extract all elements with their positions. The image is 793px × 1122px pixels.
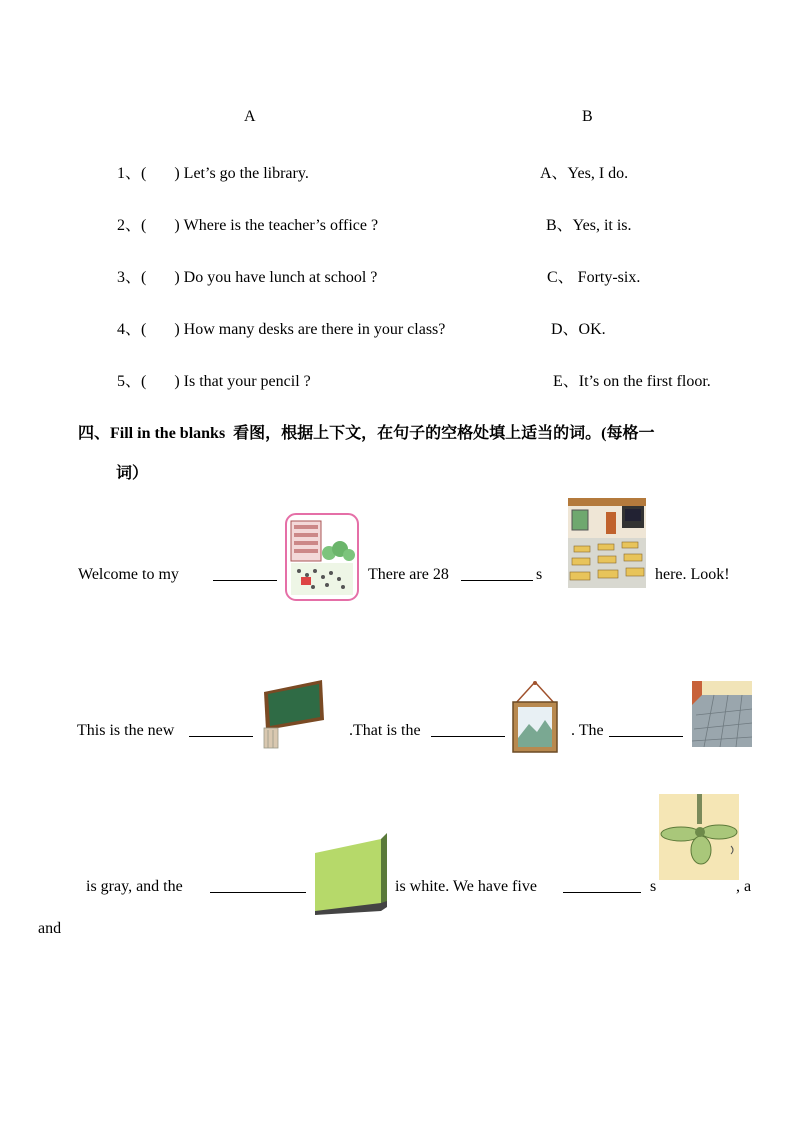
section-title-cn-cont: 词） (116, 465, 149, 482)
blackboard-image (262, 678, 326, 752)
paren-close: ) (174, 165, 180, 182)
sentence-text: . The (571, 722, 604, 739)
answer-option: E、It’s on the first floor. (553, 373, 711, 390)
sentence-text: is white. We have five (395, 878, 537, 895)
question-text: Where is the teacher’s office ? (183, 217, 379, 234)
answer-option: A、Yes, I do. (540, 165, 629, 182)
sentence-text: s (650, 878, 657, 895)
sentence-text: , a (736, 878, 752, 895)
section-title-cn: 看图，根据上下文，在句子的空格处填上适当的词。(每格一 (233, 425, 655, 442)
section-heading (78, 420, 655, 443)
sentence-text: is gray, and the (86, 878, 183, 895)
sentence-text: and (38, 920, 62, 937)
section-number: 四、 (78, 425, 111, 442)
classroom-desks-image (568, 498, 646, 588)
ceiling-fan-image (659, 794, 739, 880)
fill-blank[interactable] (189, 722, 253, 737)
paren-close: ) (174, 269, 180, 286)
paren-close: ) (174, 217, 180, 234)
sentence-text: This is the new (77, 722, 175, 739)
answer-option: D、OK. (551, 321, 606, 338)
sentence-text: here. Look! (655, 566, 730, 583)
matching-row (117, 212, 378, 235)
matching-row (117, 160, 309, 183)
fill-blank[interactable] (213, 566, 277, 581)
school-image (285, 513, 359, 601)
question-text: How many desks are there in your class? (183, 321, 446, 338)
question-number: 5、( (117, 373, 147, 390)
answer-option: C、 Forty-six. (547, 269, 641, 286)
floor-image (692, 681, 752, 747)
question-text: Do you have lunch at school ? (183, 269, 378, 286)
answer-option: B、Yes, it is. (546, 217, 632, 234)
sentence-text: Welcome to my (78, 566, 179, 583)
fill-blank[interactable] (609, 722, 683, 737)
column-b-header: B (582, 108, 593, 125)
question-number: 2、( (117, 217, 147, 234)
wall-image (315, 833, 391, 915)
question-text: Is that your pencil ? (183, 373, 311, 390)
fill-blank[interactable] (210, 878, 306, 893)
question-number: 3、( (117, 269, 147, 286)
column-a-header: A (244, 108, 256, 125)
matching-row (117, 316, 445, 339)
matching-row (117, 368, 311, 391)
picture-frame-image (511, 680, 559, 754)
paren-close: ) (174, 373, 180, 390)
fill-blank[interactable] (563, 878, 641, 893)
matching-row (117, 264, 377, 287)
sentence-text: .That is the (349, 722, 421, 739)
fill-blank[interactable] (431, 722, 505, 737)
question-number: 1、( (117, 165, 147, 182)
sentence-text: s (536, 566, 543, 583)
paren-close: ) (174, 321, 180, 338)
question-text: Let’s go the library. (183, 165, 309, 182)
sentence-text: There are 28 (368, 566, 449, 583)
question-number: 4、( (117, 321, 147, 338)
fill-blank[interactable] (461, 566, 533, 581)
section-title-en: Fill in the blanks (110, 425, 226, 442)
